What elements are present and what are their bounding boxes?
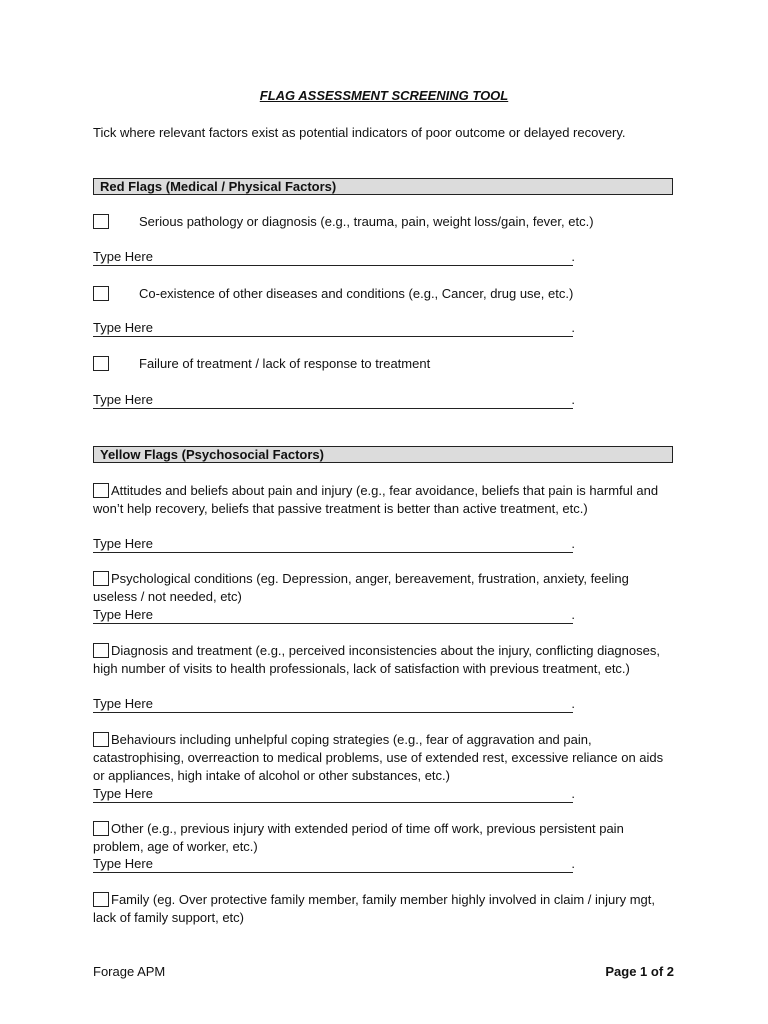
type-here-placeholder: Type Here [93, 856, 153, 871]
yellow-flag-label: Behaviours including unhelpful coping strategies (e.g., fear of aggravation and pain, catastrophising, overreaction to medical problems, use of extended rest, excessive reliance on aids or appliances, high intake of alcohol or other substances, etc.) [93, 732, 664, 783]
yellow-flag-label: Family (eg. Over protective family member, family member highly involved in claim / injury mgt, lack of family support, etc) [93, 892, 655, 925]
yellow-flag-item [93, 570, 673, 606]
type-here-field[interactable] [93, 856, 573, 873]
line-end-period: . [571, 856, 575, 871]
red-flag-item [93, 286, 673, 304]
yellow-flag-label: Diagnosis and treatment (e.g., perceived inconsistencies about the injury, conflicting diagnoses, high number of visits to health professionals, lack of satisfaction with previous treatment, etc.) [93, 643, 660, 676]
red-flag-label: Failure of treatment / lack of response to treatment [139, 356, 431, 371]
line-end-period: . [571, 607, 575, 622]
yellow-flag-item [93, 642, 673, 678]
yellow-flag-item [93, 820, 673, 856]
checkbox[interactable] [93, 356, 109, 371]
yellow-flag-label: Other (e.g., previous injury with extended period of time off work, previous persistent pain problem, age of worker, etc.) [93, 821, 624, 854]
type-here-placeholder: Type Here [93, 607, 153, 622]
line-end-period: . [571, 392, 575, 407]
type-here-placeholder: Type Here [93, 249, 153, 264]
yellow-flag-label: Psychological conditions (eg. Depression, anger, bereavement, frustration, anxiety, feeling useless / not needed, etc) [93, 571, 629, 604]
line-end-period: . [571, 249, 575, 264]
checkbox[interactable] [93, 892, 109, 907]
yellow-flag-item [93, 482, 673, 518]
type-here-field[interactable] [93, 392, 573, 409]
checkbox[interactable] [93, 571, 109, 586]
page-number: Page 1 of 2 [605, 964, 674, 979]
type-here-field[interactable] [93, 320, 573, 337]
red-flag-item [93, 214, 673, 232]
red-flag-item [93, 356, 673, 374]
footer-organization: Forage APM [93, 964, 166, 979]
type-here-placeholder: Type Here [93, 320, 153, 335]
red-flag-label: Serious pathology or diagnosis (e.g., trauma, pain, weight loss/gain, fever, etc.) [139, 214, 594, 229]
checkbox[interactable] [93, 821, 109, 836]
checkbox[interactable] [93, 286, 109, 301]
type-here-field[interactable] [93, 786, 573, 803]
checkbox[interactable] [93, 483, 109, 498]
red-flag-label: Co-existence of other diseases and conditions (e.g., Cancer, drug use, etc.) [139, 286, 574, 301]
yellow-flag-label: Attitudes and beliefs about pain and injury (e.g., fear avoidance, beliefs that pain is harmful and won’t help recovery, beliefs that passive treatment is better than active treatment, etc.) [93, 483, 659, 516]
line-end-period: . [571, 696, 575, 711]
type-here-field[interactable] [93, 536, 573, 553]
checkbox[interactable] [93, 643, 109, 658]
type-here-field[interactable] [93, 249, 573, 266]
type-here-placeholder: Type Here [93, 696, 153, 711]
line-end-period: . [571, 536, 575, 551]
checkbox[interactable] [93, 732, 109, 747]
line-end-period: . [571, 786, 575, 801]
type-here-placeholder: Type Here [93, 786, 153, 801]
yellow-flag-item [93, 731, 673, 785]
document-title: FLAG ASSESSMENT SCREENING TOOL [259, 88, 509, 103]
yellow-flags-header: Yellow Flags (Psychosocial Factors) [93, 446, 673, 463]
type-here-placeholder: Type Here [93, 392, 153, 407]
red-flags-header: Red Flags (Medical / Physical Factors) [93, 178, 673, 195]
yellow-flag-item [93, 891, 673, 927]
type-here-field[interactable] [93, 696, 573, 713]
intro-text: Tick where relevant factors exist as potential indicators of poor outcome or delayed recovery. [93, 125, 626, 140]
checkbox[interactable] [93, 214, 109, 229]
type-here-placeholder: Type Here [93, 536, 153, 551]
line-end-period: . [571, 320, 575, 335]
type-here-field[interactable] [93, 607, 573, 624]
